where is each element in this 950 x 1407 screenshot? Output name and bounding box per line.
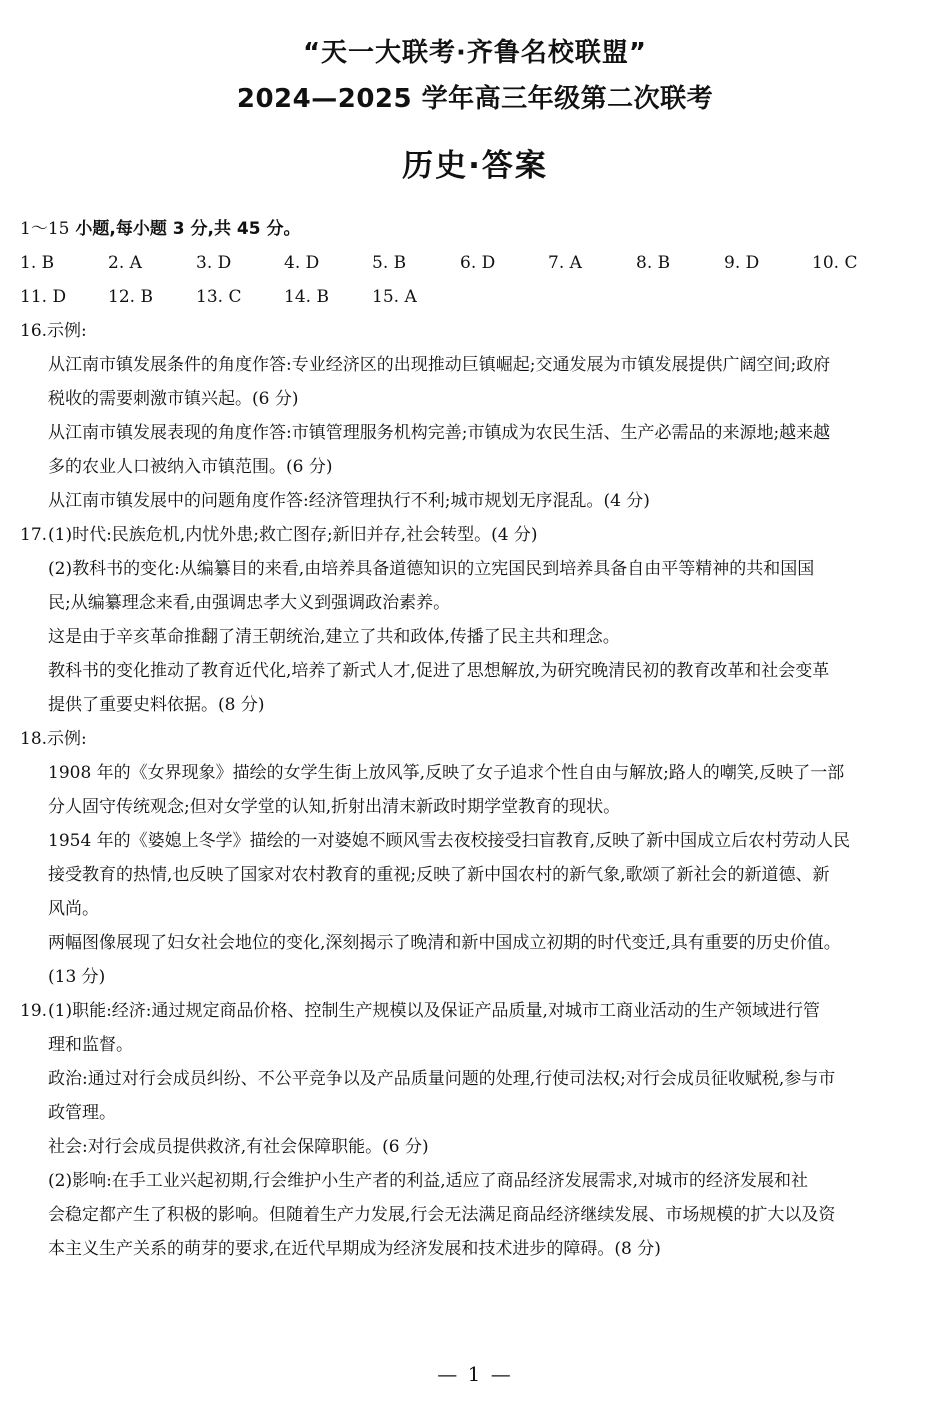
mc-answer: 8. B: [636, 253, 671, 273]
answer-line: (1)时代:民族危机,内忧外患;救亡图存;新旧并存,社会转型。(4 分): [48, 525, 538, 545]
answer-line: 从江南市镇发展表现的角度作答:市镇管理服务机构完善;市镇成为农民生活、生产必需品的来源地;越来越: [48, 423, 831, 443]
mc-answer-row-2: [20, 280, 930, 314]
example-label: 示例:: [47, 321, 87, 341]
q19-header: [20, 994, 930, 1028]
mc-answer: 10. C: [812, 253, 858, 273]
answer-line: 1954 年的《婆媳上冬学》描绘的一对婆媳不顾风雪去夜校接受扫盲教育,反映了新中国成立后农村劳动人民: [48, 831, 851, 851]
question-number: 18.: [20, 729, 48, 749]
answer-line: 多的农业人口被纳入市镇范围。(6 分): [48, 457, 333, 477]
answer-line: 理和监督。: [48, 1035, 133, 1055]
answer-line: 从江南市镇发展中的问题角度作答:经济管理执行不利;城市规划无序混乱。(4 分): [48, 491, 650, 511]
mc-answer: 3. D: [196, 253, 232, 273]
mc-answer: 14. B: [284, 287, 329, 307]
mc-answer: 9. D: [724, 253, 760, 273]
mc-answer: 1. B: [20, 253, 55, 273]
exam-session-title: 2024—2025 学年高三年级第二次联考: [236, 84, 714, 114]
page-number: — 1 —: [437, 1362, 513, 1386]
mc-intro: [20, 212, 930, 246]
mc-answer: 13. C: [196, 287, 242, 307]
answer-line: 会稳定都产生了积极的影响。但随着生产力发展,行会无法满足商品经济继续发展、市场规模的扩大以及资: [48, 1205, 836, 1225]
answer-line: 风尚。: [48, 899, 99, 919]
mc-answer: 15. A: [372, 287, 417, 307]
answer-line: (1)职能:经济:通过规定商品价格、控制生产规模以及保证产品质量,对城市工商业活动的生产领域进行管: [48, 1001, 820, 1021]
answer-line: 分人固守传统观念;但对女学堂的认知,折射出清末新政时期学堂教育的现状。: [48, 797, 621, 817]
subject-title: 历史·答案: [402, 148, 548, 184]
mc-answer: 7. A: [548, 253, 582, 273]
answer-line: 本主义生产关系的萌芽的要求,在近代早期成为经济发展和技术进步的障碍。(8 分): [48, 1239, 661, 1259]
answer-line: 教科书的变化推动了教育近代化,培养了新式人才,促进了思想解放,为研究晚清民初的教育改革和社会变革: [48, 661, 830, 681]
answer-line: 政治:通过对行会成员纠纷、不公平竞争以及产品质量问题的处理,行使司法权;对行会成员征收赋税,参与市: [48, 1069, 836, 1089]
mc-answer: 4. D: [284, 253, 320, 273]
answer-line: 政管理。: [48, 1103, 116, 1123]
answer-line: 1908 年的《女界现象》描绘的女学生街上放风筝,反映了女子追求个性自由与解放;路人的嘲笑,反映了一部: [48, 763, 845, 783]
mc-answer: 12. B: [108, 287, 153, 307]
answer-content: [20, 212, 930, 1266]
answer-line: 社会:对行会成员提供救济,有社会保障职能。(6 分): [48, 1137, 429, 1157]
mc-scoring: 小题,每小题 3 分,共 45 分。: [69, 219, 301, 239]
mc-answer-row-1: [20, 246, 930, 280]
answer-line: (2)教科书的变化:从编纂目的来看,由培养具备道德知识的立宪国民到培养具备自由平等精神的共和国国: [48, 559, 815, 579]
answer-line: 两幅图像展现了妇女社会地位的变化,深刻揭示了晚清和新中国成立初期的时代变迁,具有重要的历史价值。: [48, 933, 841, 953]
mc-range: 1～15: [20, 219, 70, 239]
mc-answer: 11. D: [20, 287, 67, 307]
answer-line: (13 分): [48, 967, 106, 987]
question-number: 16.: [20, 321, 48, 341]
example-label: 示例:: [47, 729, 87, 749]
answer-line: 税收的需要刺激市镇兴起。(6 分): [48, 389, 299, 409]
answer-line: 这是由于辛亥革命推翻了清王朝统治,建立了共和政体,传播了民主共和理念。: [48, 627, 620, 647]
answer-line: (2)影响:在手工业兴起初期,行会维护小生产者的利益,适应了商品经济发展需求,对城市的经济发展和社: [48, 1171, 809, 1191]
question-number: 17.: [20, 525, 48, 545]
mc-answer: 6. D: [460, 253, 496, 273]
answer-line: 接受教育的热情,也反映了国家对农村教育的重视;反映了新中国农村的新气象,歌颂了新社会的新道德、新: [48, 865, 830, 885]
answer-line: 从江南市镇发展条件的角度作答:专业经济区的出现推动巨镇崛起;交通发展为市镇发展提供广阔空间;政府: [48, 355, 831, 375]
q16-header: [20, 314, 930, 348]
q17-header: [20, 518, 930, 552]
answer-line: 民;从编纂理念来看,由强调忠孝大义到强调政治素养。: [48, 593, 451, 613]
answer-line: 提供了重要史料依据。(8 分): [48, 695, 265, 715]
exam-alliance-title: “天一大联考·齐鲁名校联盟”: [302, 38, 648, 68]
mc-answer: 5. B: [372, 253, 407, 273]
mc-answer: 2. A: [108, 253, 142, 273]
q18-header: [20, 722, 930, 756]
question-number: 19.: [20, 1001, 48, 1021]
